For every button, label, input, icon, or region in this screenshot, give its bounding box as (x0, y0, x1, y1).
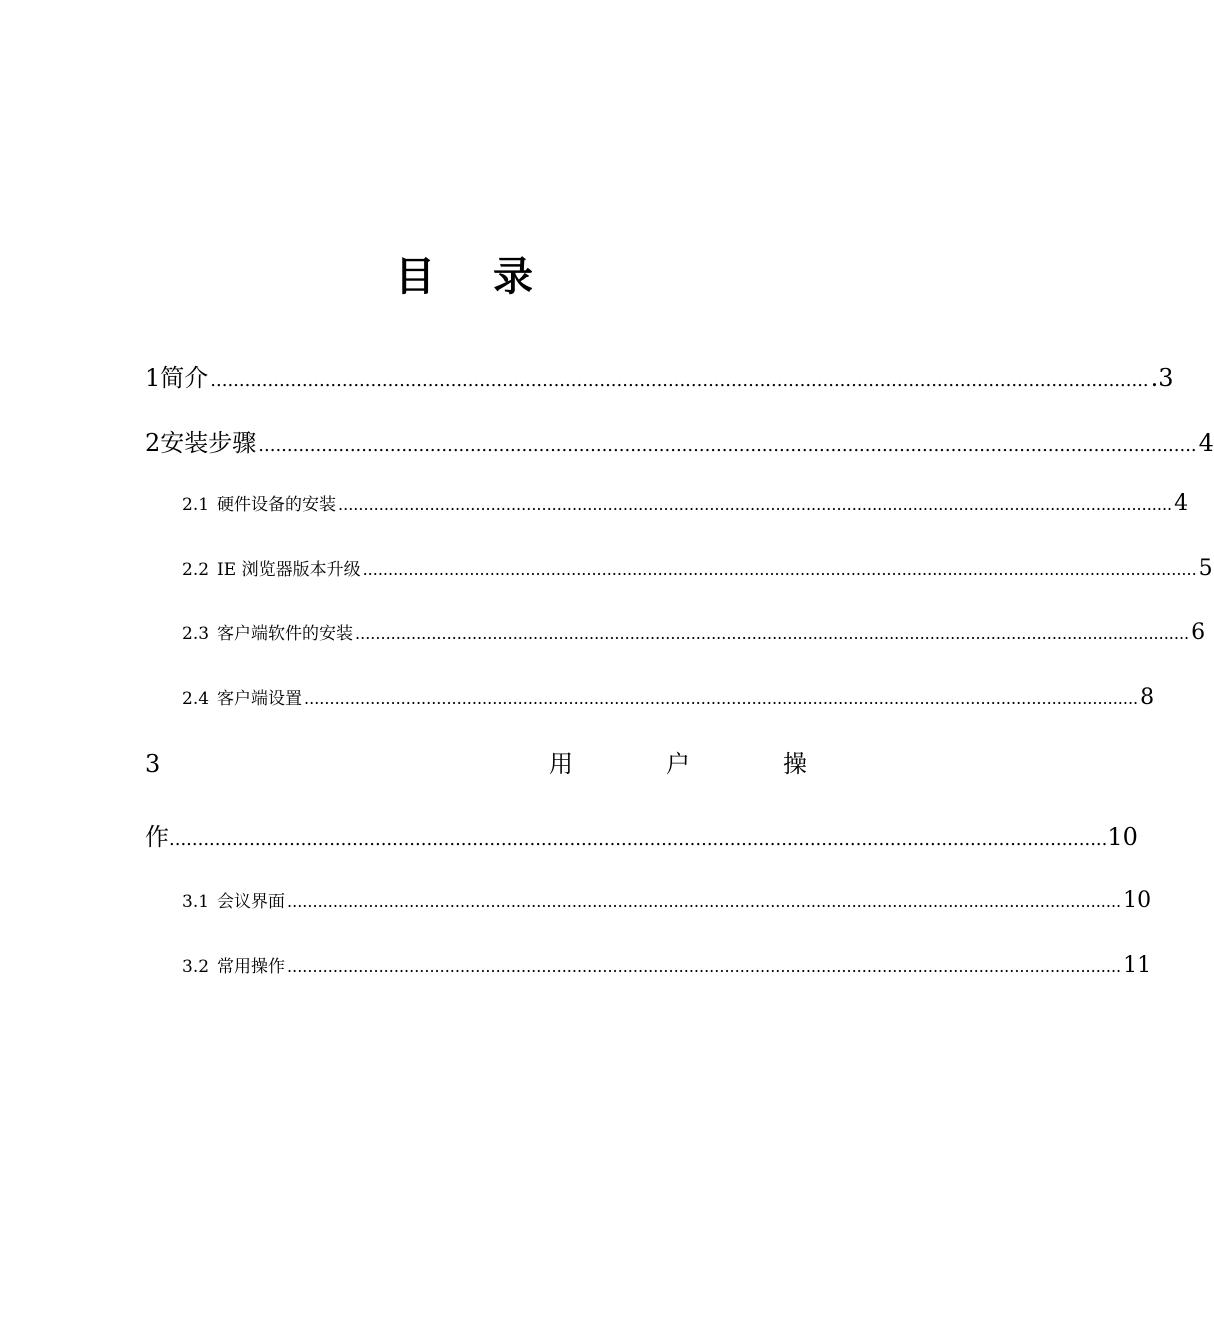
toc-leader-dots: .................................................................................................................................................................... (287, 957, 1122, 976)
toc-entry-number: 2.3 (182, 624, 210, 644)
toc-entry-label-char: 户 (666, 750, 690, 778)
toc-entry-2-1[interactable] (182, 490, 1189, 522)
toc-entry-label (549, 744, 807, 779)
toc-entry-number: 3.2 (182, 957, 210, 977)
toc-entry-number: 2 (145, 429, 161, 457)
toc-entry-1[interactable] (145, 358, 1174, 394)
toc-entry-page: 10 (1107, 823, 1138, 851)
toc-leader-dots: .................................................................................................................................................................... (338, 495, 1173, 514)
toc-entry-label: 硬件设备的安装 (217, 495, 337, 515)
toc-entry-number: 2.2 (182, 560, 210, 580)
toc-leader-dots: .................................................................................................................................................................... (287, 892, 1122, 911)
toc-entry-3-1[interactable] (182, 887, 1152, 919)
toc-leader-dots: .................................................................................................................................................................... (210, 370, 1149, 391)
toc-entry-2-2[interactable] (182, 555, 1213, 587)
toc-entry-number: 3.1 (182, 892, 210, 912)
toc-entry-page: 6 (1191, 620, 1206, 645)
toc-entry-2-3[interactable] (182, 619, 1206, 651)
toc-leader-dots: .................................................................................................................................................................... (169, 829, 1108, 850)
toc-entry-page: 4 (1198, 429, 1214, 457)
toc-entry-label: 简介 (160, 364, 209, 392)
toc-entry-label: 会议界面 (217, 892, 286, 912)
toc-leader-dots: .................................................................................................................................................................... (362, 560, 1197, 579)
toc-entry-label: 安装步骤 (160, 429, 257, 457)
toc-entry-label: 客户端设置 (217, 689, 303, 709)
toc-entry-2[interactable] (145, 423, 1214, 459)
toc-entry-label: IE 浏览器版本升级 (217, 560, 361, 580)
toc-entry-3-continued[interactable] (145, 817, 1138, 857)
toc-entry-label: 常用操作 (217, 957, 286, 977)
toc-entry-number: 2.1 (182, 495, 210, 515)
toc-entry-page: 8 (1140, 685, 1155, 710)
toc-entry-label-char: 操 (783, 750, 807, 778)
toc-entry-number: 2.4 (182, 689, 210, 709)
toc-leader-dots: .................................................................................................................................................................... (258, 435, 1197, 456)
toc-entry-page: .3 (1150, 364, 1174, 392)
toc-entry-number: 3 (145, 750, 161, 778)
toc-entry-page: 10 (1123, 888, 1152, 913)
toc-entry-3[interactable] (145, 744, 807, 784)
toc-entry-label-char: 用 (549, 750, 573, 778)
toc-entry-label-char: 作 (145, 823, 169, 851)
toc-entry-2-4[interactable] (182, 684, 1155, 716)
toc-title: 目 录 (395, 253, 555, 300)
toc-leader-dots: .................................................................................................................................................................... (355, 624, 1190, 643)
toc-entry-number: 1 (145, 364, 161, 392)
toc-entry-page: 5 (1198, 556, 1213, 581)
toc-entry-3-2[interactable] (182, 952, 1152, 984)
toc-entry-page: 11 (1123, 953, 1152, 978)
toc-leader-dots: .................................................................................................................................................................... (304, 689, 1139, 708)
toc-entry-page: 4 (1174, 491, 1189, 516)
toc-entry-label: 客户端软件的安装 (217, 624, 354, 644)
